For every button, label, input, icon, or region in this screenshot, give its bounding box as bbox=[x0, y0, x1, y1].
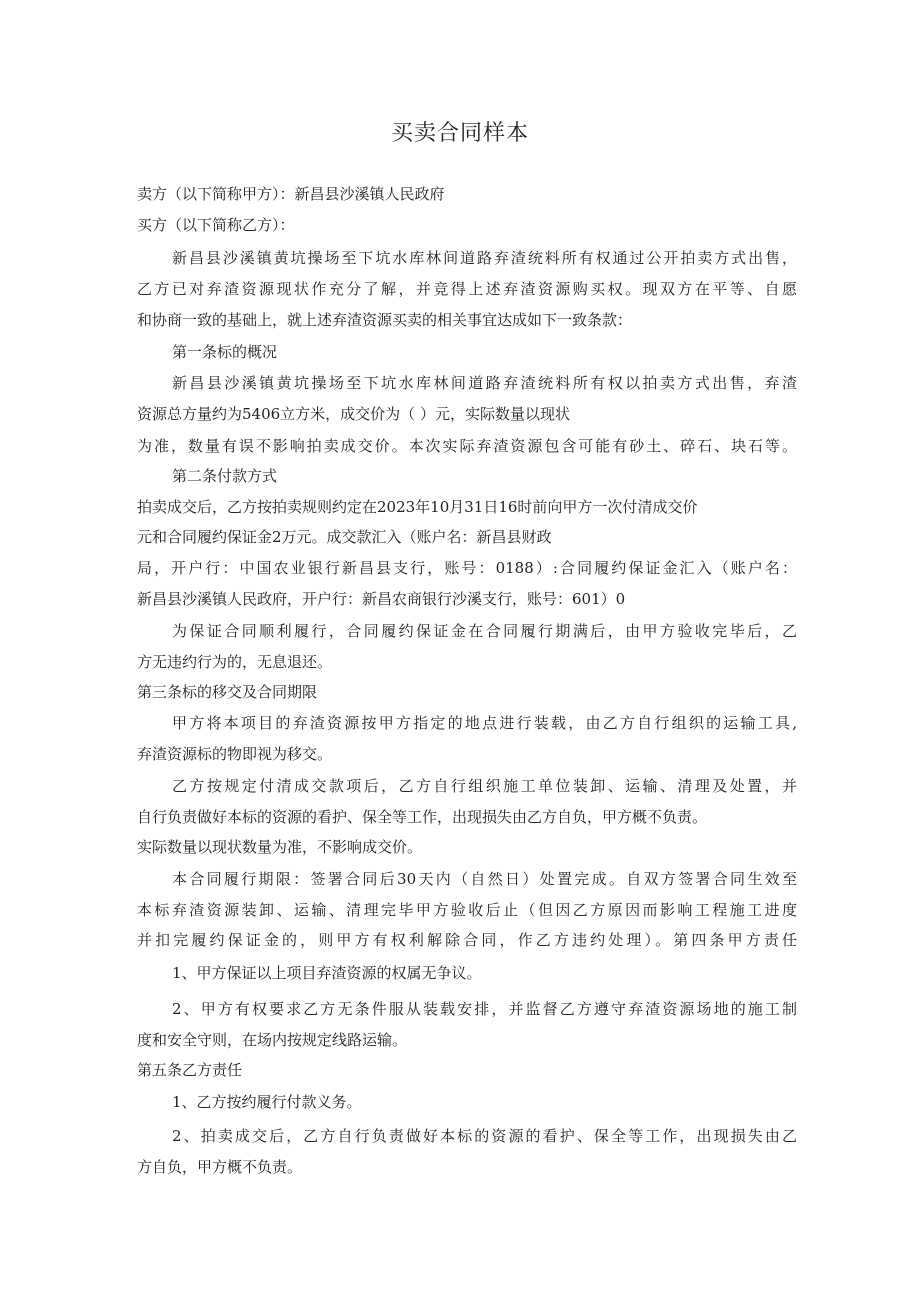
paragraph-line: 2、甲方有权要求乙方无条件服从装载安排，并监督乙方遵守弃渣资源场地的施工制 bbox=[172, 1000, 797, 1018]
document-title: 买卖合同样本 bbox=[390, 121, 529, 146]
paragraph-line: 本标弃渣资源装卸、运输、清理完毕甲方验收后止（但因乙方原因而影响工程施工进度 bbox=[137, 901, 797, 919]
paragraph-line: 乙方按规定付清成交款项后，乙方自行组织施工单位装卸、运输、清理及处置，并 bbox=[172, 777, 797, 795]
seller-line: 卖方（以下简称甲方）：新昌县沙溪镇人民政府 bbox=[137, 185, 445, 203]
paragraph-line: 方自负，甲方概不负责。 bbox=[137, 1158, 303, 1176]
paragraph-line: 1、甲方保证以上项目弃渣资源的权属无争议。 bbox=[172, 964, 482, 982]
paragraph-line: 和协商一致的基础上，就上述弃渣资源买卖的相关事宜达成如下一致条款： bbox=[137, 311, 633, 329]
paragraph-line: 为准，数量有误不影响拍卖成交价。本次实际弃渣资源包含可能有砂土、碎石、块石等。 bbox=[137, 437, 797, 455]
paragraph-line: 新昌县沙溪镇黄坑操场至下坑水库林间道路弃渣统料所有权以拍卖方式出售，弃渣 bbox=[172, 374, 797, 392]
paragraph-line: 1、乙方按约履行付款义务。 bbox=[172, 1093, 362, 1111]
paragraph-line: 元和合同履约保证金2万元。成交款汇入（账户名：新昌县财政 bbox=[137, 528, 552, 546]
paragraph-line: 局，开户行：中国农业银行新昌县支行，账号：0188）:合同履约保证金汇入（账户名： bbox=[137, 559, 797, 577]
paragraph-line: 甲方将本项目的弃渣资源按甲方指定的地点进行装载，由乙方自行组织的运输工具, bbox=[172, 714, 797, 732]
section-heading: 第二条付款方式 bbox=[172, 467, 278, 485]
section-heading: 第一条标的概况 bbox=[172, 343, 278, 361]
paragraph-line: 新昌县沙溪镇人民政府，开户行：新昌农商银行沙溪支行，账号：601）0 bbox=[137, 590, 626, 608]
paragraph-line: 并扣完履约保证金的，则甲方有权利解除合同，作乙方违约处理）。第四条甲方责任 bbox=[137, 931, 797, 949]
paragraph-line: 本合同履行期限：签署合同后30天内（自然日）处置完成。自双方签署合同生效至 bbox=[172, 870, 797, 888]
section-heading: 第三条标的移交及合同期限 bbox=[137, 683, 318, 701]
paragraph-line: 度和安全守则，在场内按规定线路运输。 bbox=[137, 1031, 408, 1049]
paragraph-line: 实际数量以现状数量为准，不影响成交价。 bbox=[137, 838, 423, 856]
paragraph-line: 自行负责做好本标的资源的看护、保全等工作，出现损失由乙方自负，甲方概不负责。 bbox=[137, 808, 708, 826]
section-heading: 第五条乙方责任 bbox=[137, 1061, 243, 1079]
paragraph-line: 为保证合同顺利履行，合同履约保证金在合同履行期满后，由甲方验收完毕后，乙 bbox=[172, 622, 797, 640]
buyer-line: 买方（以下简称乙方）： bbox=[137, 216, 295, 234]
paragraph-line: 新昌县沙溪镇黄坑操场至下坑水库林间道路弃渣统料所有权通过公开拍卖方式出售， bbox=[172, 249, 797, 267]
paragraph-line: 方无违约行为的，无息退还。 bbox=[137, 653, 333, 671]
paragraph-line: 弃渣资源标的物即视为移交。 bbox=[137, 745, 333, 763]
paragraph-line: 乙方已对弃渣资源现状作充分了解，并竞得上述弃渣资源购买权。现双方在平等、自愿 bbox=[137, 280, 797, 298]
paragraph-line: 资源总方量约为5406立方米，成交价为（ ）元，实际数量以现状 bbox=[137, 405, 570, 423]
paragraph-line: 拍卖成交后，乙方按拍卖规则约定在2023年10月31日16时前向甲方一次付清成交价 bbox=[137, 498, 698, 516]
paragraph-line: 2、拍卖成交后，乙方自行负责做好本标的资源的看护、保全等工作，出现损失由乙 bbox=[172, 1127, 797, 1145]
